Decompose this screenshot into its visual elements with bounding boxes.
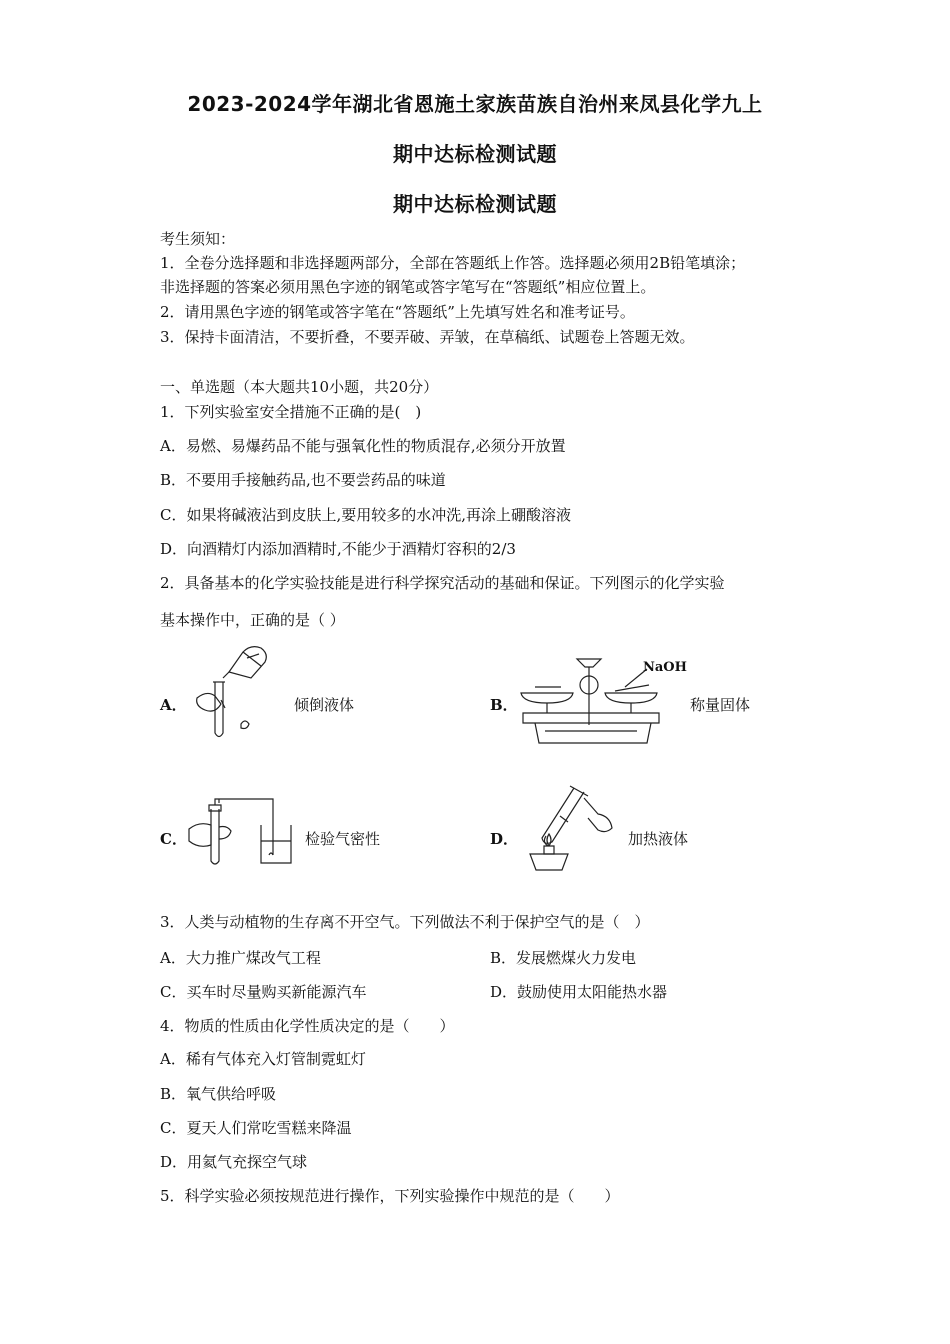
- q4-option-a: A．稀有气体充入灯管制霓虹灯: [160, 1050, 366, 1068]
- q1-option-a: A．易燃、易爆药品不能与强氧化性的物质混存,必须分开放置: [160, 437, 566, 455]
- q4-option-b: B．氧气供给呼吸: [160, 1085, 277, 1103]
- naoh-label: NaOH: [643, 660, 687, 675]
- balance-scale-figure: [515, 655, 695, 747]
- notice-heading: 考生须知：: [160, 230, 236, 248]
- section-heading: 一、单选题（本大题共10小题，共20分）: [160, 378, 439, 396]
- q2-option-a-caption: 倾倒液体: [294, 696, 355, 714]
- q2-option-b-caption: 称量固体: [690, 696, 751, 714]
- q1-option-c: C．如果将碱液沾到皮肤上,要用较多的水冲洗,再涂上硼酸溶液: [160, 506, 572, 524]
- q3-option-d: D．鼓励使用太阳能热水器: [490, 983, 668, 1001]
- q2-stem-line-2: 基本操作中，正确的是（ ）: [160, 611, 345, 629]
- q2-option-d-caption: 加热液体: [628, 830, 689, 848]
- q2-stem-line-1: 2．具备基本的化学实验技能是进行科学探究活动的基础和保证。下列图示的化学实验: [160, 574, 725, 592]
- q2-option-a-label: A．: [160, 696, 187, 714]
- notice-line-2: 非选择题的答案必须用黑色字迹的钢笔或答字笔写在“答题纸”相应位置上。: [160, 278, 656, 296]
- q4-stem: 4．物质的性质由化学性质决定的是（ ）: [160, 1017, 455, 1035]
- q2-option-c-label: C．: [160, 830, 187, 848]
- heat-liquid-figure: [520, 778, 630, 876]
- pour-liquid-figure: [185, 638, 275, 743]
- q1-stem: 1．下列实验室安全措施不正确的是( ): [160, 403, 422, 421]
- page-subtitle-repeat: 期中达标检测试题: [393, 192, 557, 216]
- notice-line-1: 1．全卷分选择题和非选择题两部分，全部在答题纸上作答。选择题必须用2B铅笔填涂；: [160, 254, 746, 272]
- notice-line-4: 3．保持卡面清洁，不要折叠，不要弄破、弄皱，在草稿纸、试题卷上答题无效。: [160, 328, 695, 346]
- q3-option-b: B．发展燃煤火力发电: [490, 949, 637, 967]
- q1-option-d: D．向酒精灯内添加酒精时,不能少于酒精灯容积的2/3: [160, 540, 516, 558]
- q4-option-d: D．用氦气充探空气球: [160, 1153, 308, 1171]
- page-title: 2023-2024学年湖北省恩施土家族苗族自治州来凤县化学九上: [187, 92, 763, 116]
- q2-option-c-caption: 检验气密性: [305, 830, 381, 848]
- q5-stem: 5．科学实验必须按规范进行操作，下列实验操作中规范的是（ ）: [160, 1187, 620, 1205]
- notice-line-3: 2．请用黑色字迹的钢笔或答字笔在“答题纸”上先填写姓名和准考证号。: [160, 303, 635, 321]
- gas-tightness-figure: [185, 795, 300, 870]
- q3-option-a: A．大力推广煤改气工程: [160, 949, 321, 967]
- page-subtitle: 期中达标检测试题: [393, 142, 557, 166]
- q2-option-b-label: B．: [490, 696, 518, 714]
- q1-option-b: B．不要用手接触药品,也不要尝药品的味道: [160, 471, 446, 489]
- q3-stem: 3．人类与动植物的生存离不开空气。下列做法不利于保护空气的是（ ）: [160, 913, 650, 931]
- q2-option-d-label: D．: [490, 830, 519, 848]
- q3-option-c: C．买车时尽量购买新能源汽车: [160, 983, 367, 1001]
- q4-option-c: C．夏天人们常吃雪糕来降温: [160, 1119, 352, 1137]
